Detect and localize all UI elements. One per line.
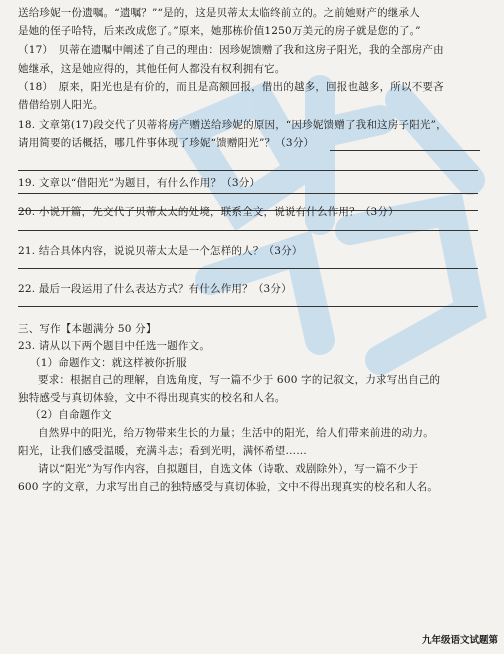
passage-line: （17） 贝蒂在遗嘱中阐述了自己的理由：因珍妮馈赠了我和这房子阳光，我的全部房产由 — [18, 44, 444, 56]
answer-line — [330, 150, 480, 151]
option2-req-line: 600 字的文章，力求写出自己的独特感受与真切体验，文中不得出现真实的校名和人名。 — [18, 481, 439, 493]
question-22: 22. 最后一段运用了什么表达方式？有什么作用？（3分） — [18, 283, 292, 295]
question-21: 21. 结合具体内容，说说贝蒂太太是一个怎样的人？（3分） — [18, 245, 303, 257]
question-19: 19. 文章以“借阳光”为题目，有什么作用？（3分） — [18, 177, 261, 189]
writing-prompt: 23. 请从以下两个题目中任选一题作文。 — [18, 340, 211, 352]
passage-line: 借借给别人阳光。 — [18, 99, 104, 111]
option2-material-line: 阳光，让我们感受温暖，充满斗志；看到光明，满怀希望…… — [18, 445, 307, 457]
answer-line — [18, 230, 478, 231]
passage-line: 是她的侄子哈特，后来改成您了。”原来，她那栋价值1250万美元的房子就是您的了。” — [18, 25, 421, 37]
answer-line — [18, 268, 478, 269]
option2-material-line: 自然界中的阳光，给万物带来生长的力量；生活中的阳光，给人们带来前进的动力。 — [38, 427, 434, 439]
question-18-line2: 请用简要的话概括，哪几件事体现了珍妮“馈赠阳光”？（3分） — [18, 137, 315, 149]
passage-line: 她继承，这是她应得的，其他任何人都没有权利拥有它。 — [18, 63, 286, 75]
answer-line — [18, 193, 478, 194]
section-title: 三、写作【本题满分 50 分】 — [18, 323, 157, 335]
answer-line — [18, 170, 478, 171]
passage-line: （18） 原来，阳光也是有价的，而且是高额回报，借出的越多，回报也越多，所以不要吝 — [18, 81, 444, 93]
option2-req-line: 请以“阳光”为写作内容，自拟题目，自选文体（诗歌、戏剧除外），写一篇不少于 — [38, 463, 419, 475]
option2-title: （2）自命题作文 — [30, 409, 112, 421]
page-footer: 九年级语文试题第 — [421, 635, 498, 646]
option1-req-line: 要求：根据自己的理解，自选角度，写一篇不少于 600 字的记叙文，力求写出自己的 — [38, 374, 441, 386]
answer-line — [18, 306, 478, 307]
passage-line: 送给珍妮一份遗嘱。“遗嘱？”“是的，这是贝蒂太太临终前立的。之前她财产的继承人 — [18, 7, 420, 19]
option1-req-line: 独特感受与真切体验，文中不得出现真实的校名和人名。 — [18, 392, 286, 404]
option1-title: （1）命题作文：就这样被你折服 — [30, 357, 187, 369]
question-20: 20. 小说开篇，先交代了贝蒂太太的处境，联系全文，说说有什么作用？（3分） — [18, 206, 399, 218]
question-18-line1: 18. 文章第(17)段交代了贝蒂将房产赠送给珍妮的原因，“因珍妮馈赠了我和这房子阳光”， — [18, 119, 447, 131]
